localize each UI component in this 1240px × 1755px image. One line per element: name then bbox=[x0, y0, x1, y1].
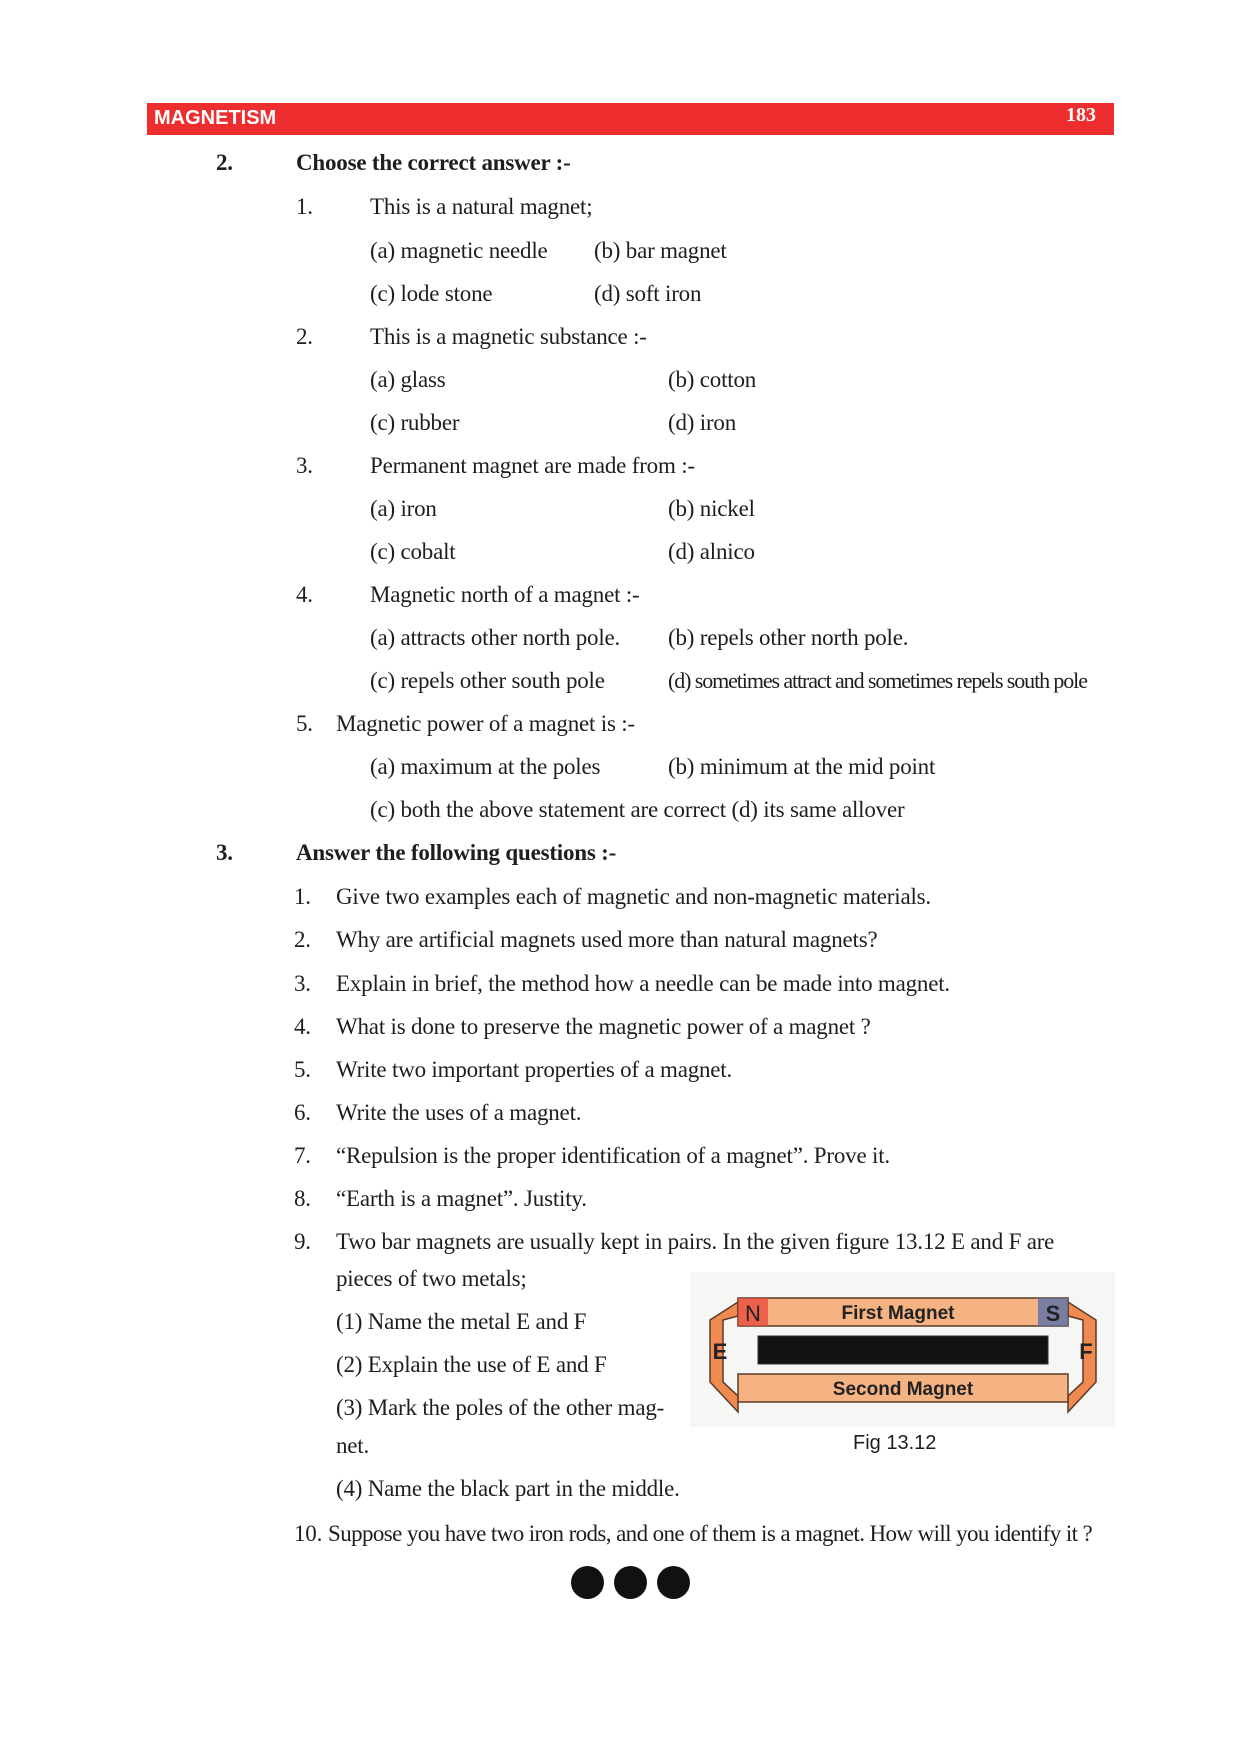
pole-s-label: S bbox=[1045, 1301, 1061, 1326]
question-number: 10. bbox=[294, 1521, 323, 1546]
option-b: (b) bar magnet bbox=[594, 238, 727, 263]
option-a: (a) iron bbox=[370, 496, 437, 521]
second-magnet-label: Second Magnet bbox=[832, 1379, 974, 1400]
question-number: 3. bbox=[294, 971, 311, 996]
question-number: 9. bbox=[294, 1229, 311, 1254]
question-text: This is a magnetic substance :- bbox=[370, 324, 647, 349]
question-number: 4. bbox=[296, 582, 313, 607]
option-a: (a) attracts other north pole. bbox=[370, 625, 621, 650]
question-number: 2. bbox=[294, 927, 311, 952]
question-text: Two bar magnets are usually kept in pairs. In the given figure 13.12 E and F are bbox=[336, 1229, 1055, 1254]
dot-icon bbox=[571, 1566, 604, 1599]
option-a: (a) maximum at the poles bbox=[370, 754, 601, 779]
question-text: Give two examples each of magnetic and non-magnetic materials. bbox=[336, 884, 931, 909]
question-text: Write two important properties of a magnet. bbox=[336, 1057, 733, 1082]
sub-question: (4) Name the black part in the middle. bbox=[336, 1476, 680, 1501]
option-b: (b) minimum at the mid point bbox=[668, 754, 936, 779]
soft-iron-core bbox=[758, 1336, 1048, 1364]
option-d: (d) soft iron bbox=[594, 281, 702, 306]
label-e: E bbox=[712, 1339, 728, 1364]
question-text: Explain in brief, the method how a needle can be made into magnet. bbox=[336, 971, 950, 996]
question-number: 4. bbox=[294, 1014, 311, 1039]
question-text: Permanent magnet are made from :- bbox=[370, 453, 695, 478]
question-text: Write the uses of a magnet. bbox=[336, 1100, 582, 1125]
question-text: Magnetic power of a magnet is :- bbox=[336, 711, 635, 736]
question-text-continued: pieces of two metals; bbox=[336, 1266, 527, 1291]
sub-question-continued: net. bbox=[336, 1433, 370, 1458]
question-text: Suppose you have two iron rods, and one of them is a magnet. How will you identify it ? bbox=[328, 1521, 1093, 1546]
dot-icon bbox=[614, 1566, 647, 1599]
option-c: (c) lode stone bbox=[370, 281, 493, 306]
section-title: Choose the correct answer :- bbox=[296, 150, 571, 175]
question-number: 5. bbox=[296, 711, 313, 736]
label-f: F bbox=[1079, 1339, 1093, 1364]
question-number: 3. bbox=[296, 453, 313, 478]
first-magnet-label: First Magnet bbox=[841, 1303, 955, 1324]
question-text: “Repulsion is the proper identification of a magnet”. Prove it. bbox=[336, 1143, 890, 1168]
option-d: (d) sometimes attract and sometimes repels south pole bbox=[668, 668, 1087, 693]
question-text: “Earth is a magnet”. Justity. bbox=[336, 1186, 587, 1211]
chapter-title: MAGNETISM bbox=[154, 107, 277, 129]
option-c: (c) cobalt bbox=[370, 539, 456, 564]
question-text: What is done to preserve the magnetic power of a magnet ? bbox=[336, 1014, 871, 1039]
section-number: 3. bbox=[216, 840, 233, 865]
question-text: Why are artificial magnets used more than natural magnets? bbox=[336, 927, 878, 952]
option-c: (c) repels other south pole bbox=[370, 668, 605, 693]
option-b: (b) repels other north pole. bbox=[668, 625, 909, 650]
section-title: Answer the following questions :- bbox=[296, 840, 617, 865]
sub-question: (1) Name the metal E and F bbox=[336, 1309, 587, 1334]
option-a: (a) glass bbox=[370, 367, 446, 392]
page-number: 183 bbox=[1066, 104, 1096, 126]
question-number: 7. bbox=[294, 1143, 311, 1168]
sub-question: (3) Mark the poles of the other mag- bbox=[336, 1395, 665, 1420]
question-number: 1. bbox=[296, 194, 313, 219]
bar-magnets-figure bbox=[690, 1272, 1115, 1427]
question-text: Magnetic north of a magnet :- bbox=[370, 582, 640, 607]
option-d: (d) alnico bbox=[668, 539, 755, 564]
option-b: (b) cotton bbox=[668, 367, 757, 392]
option-c-d: (c) both the above statement are correct (d) its same allover bbox=[370, 797, 905, 822]
question-number: 8. bbox=[294, 1186, 311, 1211]
option-a: (a) magnetic needle bbox=[370, 238, 548, 263]
question-number: 6. bbox=[294, 1100, 311, 1125]
section-number: 2. bbox=[216, 150, 233, 175]
question-number: 5. bbox=[294, 1057, 311, 1082]
pole-n-label: N bbox=[745, 1301, 761, 1326]
sub-question: (2) Explain the use of E and F bbox=[336, 1352, 607, 1377]
figure-caption: Fig 13.12 bbox=[853, 1432, 937, 1454]
option-c: (c) rubber bbox=[370, 410, 460, 435]
dot-icon bbox=[657, 1566, 690, 1599]
option-d: (d) iron bbox=[668, 410, 737, 435]
option-b: (b) nickel bbox=[668, 496, 755, 521]
question-text: This is a natural magnet; bbox=[370, 194, 593, 219]
question-number: 1. bbox=[294, 884, 311, 909]
end-of-chapter-dots bbox=[571, 1566, 700, 1604]
chapter-header-bar bbox=[147, 103, 1114, 135]
question-number: 2. bbox=[296, 324, 313, 349]
